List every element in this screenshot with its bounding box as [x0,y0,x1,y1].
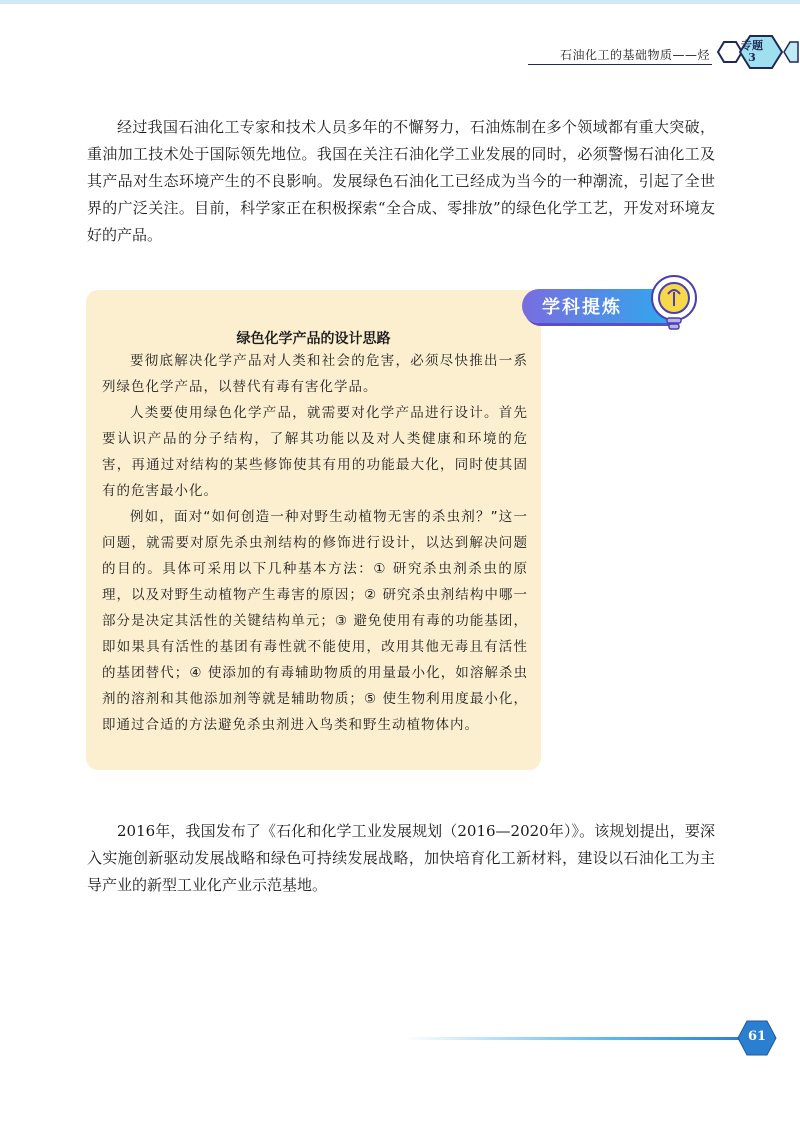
chapter-badge-label: 专题 [741,39,763,52]
chapter-badge-number: 3 [748,51,756,64]
box-title: 绿色化学产品的设计思路 [236,331,391,347]
footer-rule [405,1037,745,1040]
body-paragraph: 2016年，我国发布了《石化和化学工业发展规划（2016—2020年）》。该规划提出，要深入实施创新驱动发展战略和绿色可持续发展战略，加快培育化工新材料，建设以石油化工为主导产业的新型工业化产业示范基地。 [87,822,715,894]
running-header-title: 石油化工的基础物质——烃 [560,48,711,62]
header-rule [528,64,712,65]
sidebar-box [86,290,541,770]
chapter-badge [740,40,764,64]
header-band [0,0,800,4]
body-paragraph: 经过我国石油化工专家和技术人员多年的不懈努力，石油炼制在多个领域都有重大突破，重油加工技术处于国际领先地位。我国在关注石油化学工业发展的同时，必须警惕石油化工及其产品对生态环境产生的不良影响。发展绿色石油化工已经成为当今的一种潮流，引起了全世界的广泛关注。目前，科学家正在积极探索“全合成、零排放”的绿色化学工艺，开发对环境友好的产品。 [87,118,715,244]
box-paragraph: 例如，面对“如何创造一种对野生动植物无害的杀虫剂？”这一问题，就需要对原先杀虫剂结构的修饰进行设计，以达到解决问题的目的。具体可采用以下几种基本方法：① 研究杀虫剂杀虫的原理，以及对野生动植物产生毒害的原因；② 研究杀虫剂结构中哪一部分是决定其活性的关键结构单元；③ 避免使用有毒的功能基团，即如果具有活性的基团有毒性就不能使用，改用其他无毒且有活性的基团替代；④ 使添加的有毒辅助物质的用量最小化，如溶解杀虫剂的溶剂和其他添加剂等就是辅助物质；⑤ 使生物利用度最小化，即通过合适的方法避免杀虫剂进入鸟类和野生动植物体内。 [102,509,528,733]
box-paragraph: 要彻底解决化学产品对人类和社会的危害，必须尽快推出一系列绿色化学产品，以替代有毒有害化学品。 [102,353,528,395]
section-tag-label: 学科提炼 [542,297,622,318]
box-body [102,348,528,738]
lightbulb-icon [648,274,700,334]
box-paragraph: 人类要使用绿色化学产品，就需要对化学产品进行设计。首先要认识产品的分子结构，了解其功能以及对人类健康和环境的危害，再通过对结构的某些修饰使其有用的功能最大化，同时使其固有的危害最小化。 [102,405,528,499]
page-number: 61 [747,1029,767,1044]
